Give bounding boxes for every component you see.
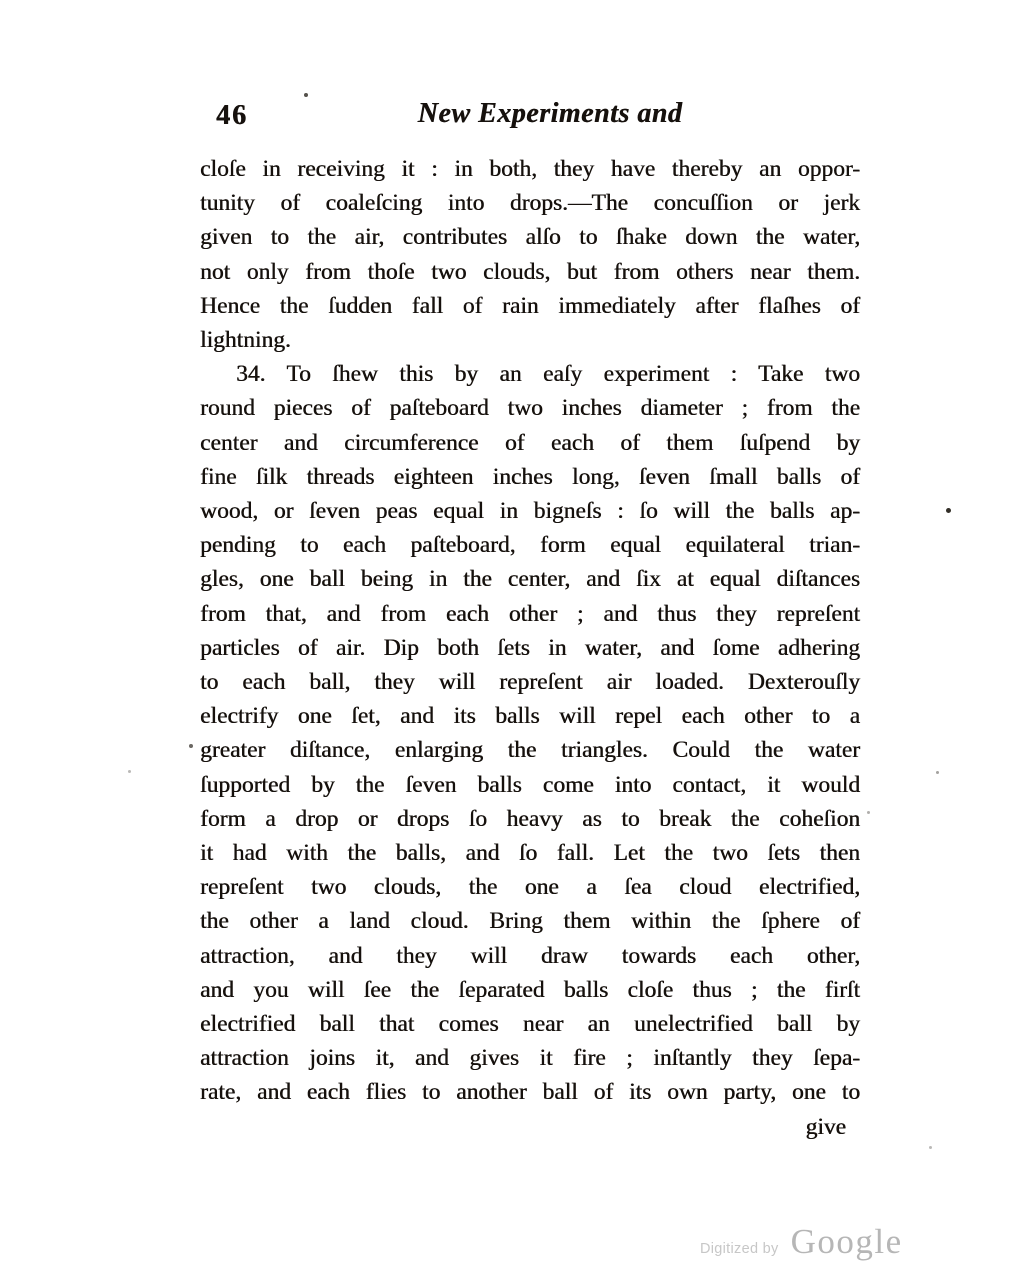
text-line: wood, or ſeven peas equal in bigneſs : ſo will the balls ap-	[200, 498, 860, 525]
text-block	[200, 98, 860, 1144]
text-line: electrify one ſet, and its balls will repel each other to a	[200, 703, 860, 730]
text-line: electrified ball that comes near an unelectrified ball by	[200, 1011, 860, 1038]
catchword: give	[805, 1113, 846, 1140]
text-line: Hence the ſudden fall of rain immediately after flaſhes of	[200, 292, 860, 319]
watermark-prefix-label: Digitized by	[700, 1241, 779, 1257]
text-line: tunity of coaleſcing into drops.—The concuſſion or jerk	[200, 190, 860, 217]
text-line: gles, one ball being in the center, and ſix at equal diſtances	[200, 566, 860, 593]
text-line: round pieces of paſteboard two inches diameter ; from the	[200, 395, 860, 422]
text-line: lightning.	[200, 327, 291, 354]
text-line: given to the air, contributes alſo to ſhake down the water,	[200, 224, 860, 251]
page-number: 46	[216, 100, 248, 131]
text-line: the other a land cloud. Bring them within the ſphere of	[200, 908, 860, 935]
scan-speck-dot	[929, 1146, 932, 1149]
text-line: center and circumference of each of them ſuſpend by	[200, 429, 860, 456]
text-line: from that, and from each other ; and thus they repreſent	[200, 600, 860, 627]
text-line: it had with the balls, and ſo fall. Let the two ſets then	[200, 840, 860, 867]
text-line: fine ſilk threads eighteen inches long, ſeven ſmall balls of	[200, 463, 860, 490]
scan-speck-dot	[128, 770, 131, 773]
text-line: attraction joins it, and gives it fire ; inſtantly they ſepa-	[200, 1045, 860, 1072]
scan-speck-dot	[936, 771, 939, 774]
text-line: cloſe in receiving it : in both, they have thereby an oppor-	[200, 156, 860, 182]
text-line: ſupported by the ſeven balls come into contact, it would	[200, 771, 860, 798]
text-line: and you will ſee the ſeparated balls cloſe thus ; the firſt	[200, 976, 860, 1003]
text-line: particles of air. Dip both ſets in water, and ſome adhering	[200, 634, 860, 661]
text-line: greater diſtance, enlarging the triangles. Could the water	[200, 737, 860, 764]
digitized-watermark	[700, 1222, 903, 1262]
text-line: attraction, and they will draw towards each other,	[200, 942, 860, 969]
scan-speck-dot	[304, 93, 308, 97]
running-header-title: New Experiments and	[417, 98, 683, 129]
google-logo: Google	[790, 1222, 903, 1261]
text-line: form a drop or drops ſo heavy as to break the coheſion	[200, 805, 860, 832]
text-line: to each ball, they will repreſent air loaded. Dexterouſly	[200, 669, 860, 696]
scan-speck-dot	[946, 508, 951, 513]
page-header	[200, 98, 860, 142]
body-text	[200, 152, 860, 1110]
text-line: not only from thoſe two clouds, but from others near them.	[200, 258, 860, 285]
scan-speck-dot	[189, 744, 193, 748]
text-line: repreſent two clouds, the one a ſea cloud electrified,	[200, 874, 860, 901]
text-line: 34. To ſhew this by an eaſy experiment : Take two	[236, 361, 860, 388]
text-line: rate, and each flies to another ball of its own party, one to	[200, 1079, 860, 1106]
scan-speck-dot	[867, 811, 870, 814]
text-line: pending to each paſteboard, form equal equilateral trian-	[200, 532, 860, 559]
